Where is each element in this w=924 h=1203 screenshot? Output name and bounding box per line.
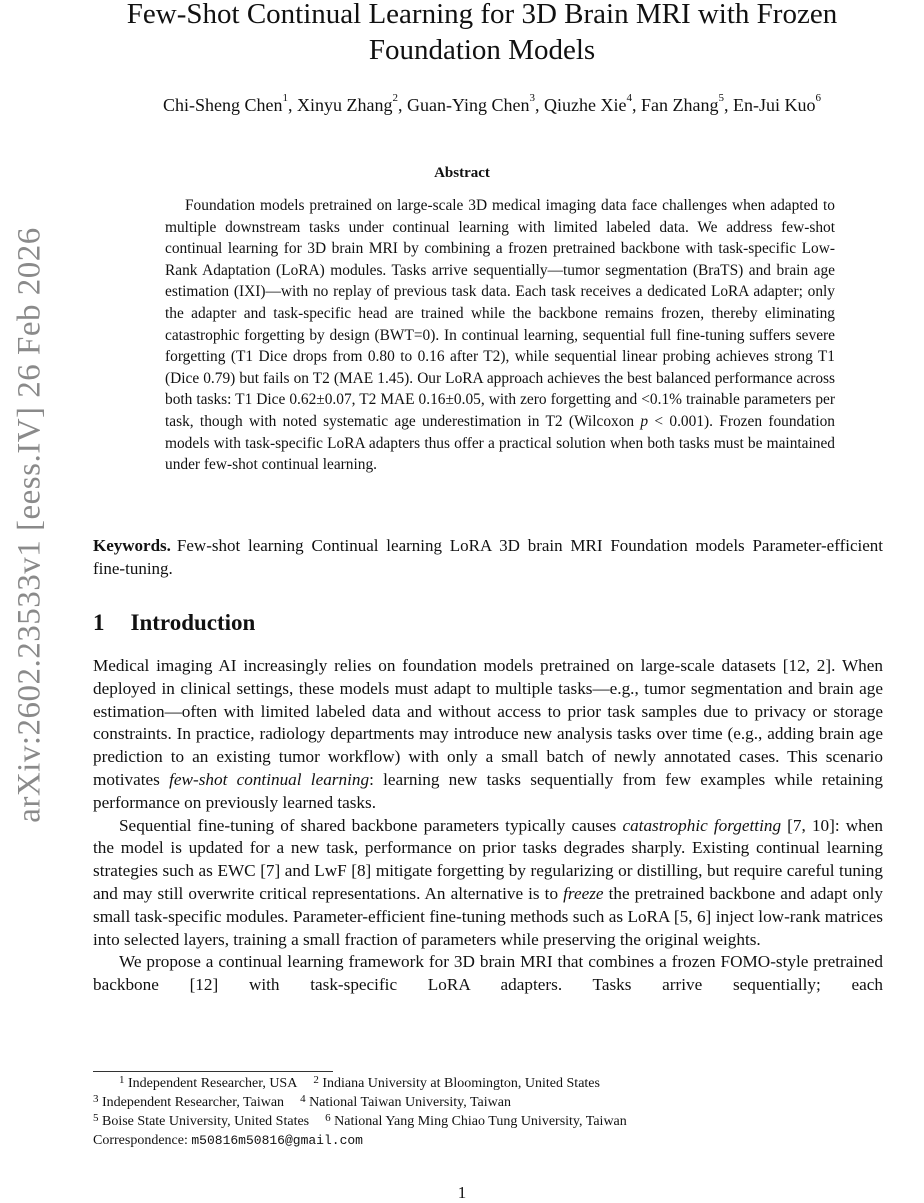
author-name: Qiuzhe Xie [544, 95, 627, 115]
footnote-text: Independent Researcher, USA [128, 1076, 298, 1091]
footnote-text: Independent Researcher, Taiwan [102, 1095, 285, 1110]
footnote-rule [93, 1071, 333, 1072]
paragraph-text: Medical imaging AI increasingly relies on foundation models pretrained on large-scale datasets [12, 2]. When deployed in clinical settings, these models must adapt to multiple tasks—e.g., tumor segmentation and brain age estimation—often with limited labeled data and without access to prior task samples due to privacy or storage constraints. In practice, radiology departments may introduce new analysis tasks over time (e.g., adding brain age prediction to an existing tumor workflow) with only a small batch of newly annotated cases. This scenario motivates [93, 656, 883, 789]
section-heading [93, 610, 255, 636]
intro-body [93, 655, 883, 997]
author-name: Guan-Ying Chen [407, 95, 530, 115]
footnote-text: National Yang Ming Chiao Tung University, Taiwan [334, 1114, 627, 1129]
paragraph-emphasis: catastrophic forgetting [622, 815, 782, 835]
affiliation-marker: 2 [392, 92, 399, 104]
footnote-marker: 6 [325, 1112, 331, 1124]
abstract-text: Foundation models pretrained on large-scale 3D medical imaging data face challenges when adapted to multiple downstream tasks under continual learning with limited labeled data. We address few-shot continual learning for 3D brain MRI by combining a frozen pretrained backbone with task-specific Low-Rank Adaptation (LoRA) modules. Tasks arrive sequentially—tumor segmentation (BraTS) and brain age estimation (IXI)—with no replay of previous task data. Each task receives a dedicated LoRA adapter; only the adapter and task-specific head are trained while the backbone remains frozen, thereby eliminating catastrophic forgetting by design (BWT=0). In continual learning, sequential full fine-tuning suffers severe forgetting (T1 Dice drops from 0.80 to 0.16 after T2), while sequential linear probing achieves strong T1 (Dice 0.79) but fails on T2 (MAE 1.45). Our LoRA approach achieves the best balanced performance across both tasks: T1 Dice 0.62±0.07, T2 MAE 0.16±0.05, with zero forgetting and <0.1% trainable parameters per task, though with noted systematic age underestimation in T2 (Wilcoxon [165, 197, 835, 430]
paragraph-text: [7, 10]: when the model is updated for a new task, performance on prior tasks degrades sharply. Existing continual learning strategies such as EWC [7] and LwF [8] mitigate forgetting by regularizing or distilling, but require careful tuning and may still overwrite critical representations. An alternative is to [93, 815, 883, 903]
keywords-label: Keywords. [93, 536, 171, 555]
paragraph-emphasis: few-shot continual learning [169, 769, 370, 789]
affiliation-marker: 5 [718, 92, 724, 104]
paragraph-emphasis: freeze [563, 883, 604, 903]
abstract-text-italic: p [640, 412, 649, 430]
author-name: Chi-Sheng Chen [163, 95, 283, 115]
keywords [93, 534, 883, 580]
paper-title: Few-Shot Continual Learning for 3D Brain MRI with Frozen Foundation Models [126, 0, 838, 66]
footnote-marker: 1 [119, 1074, 125, 1086]
author-list: Chi-Sheng Chen$^1$, Xinyu Zhang$^2$, Guan-Ying Chen$^3$, Qiuzhe Xie$^4$, Fan Zhang$^5$, En-Jui Kuo$^6$ [163, 92, 821, 115]
paragraph-text: Sequential fine-tuning of shared backbone parameters typically causes [119, 815, 623, 835]
footnote-marker: 4 [300, 1093, 306, 1105]
author-name: Fan Zhang [640, 95, 719, 115]
abstract-heading: Abstract [434, 165, 490, 181]
section-title: Introduction [130, 610, 256, 635]
affiliation-marker: 3 [529, 92, 535, 104]
page-number: 1 [457, 1183, 467, 1202]
correspondence-email[interactable]: m50816m50816@gmail.com [191, 1133, 363, 1148]
author-name: Xinyu Zhang [297, 95, 393, 115]
footnote-marker: 5 [93, 1112, 99, 1124]
affiliation-marker: 4 [626, 92, 632, 104]
paragraph [93, 655, 883, 815]
section-number: 1 [93, 610, 105, 635]
abstract-text: < 0.001). Frozen foundation models with task-specific LoRA adapters thus offer a practical solution when both tasks must be maintained under few-shot continual learning. [165, 412, 835, 474]
footnote-text: Indiana University at Bloomington, United States [322, 1076, 600, 1091]
paragraph-text: We propose a continual learning framework for 3D brain MRI that combines a frozen FOMO-style pretrained backbone [12] with task-specific LoRA adapters. Tasks arrive sequentially; each [93, 952, 883, 995]
footnotes [93, 1074, 627, 1150]
paragraph [93, 815, 883, 952]
abstract-body [165, 195, 835, 476]
correspondence-label: Correspondence: [93, 1133, 192, 1148]
affiliation-marker: 1 [282, 92, 289, 104]
paragraph-text: : learning new tasks sequentially from few examples while retaining performance on previously learned tasks. [93, 769, 883, 812]
arxiv-identifier-stamp: arXiv:2602.23533v1 [eess.IV] 26 Feb 2026 [11, 227, 48, 823]
keywords-text: Few-shot learning Continual learning LoRA 3D brain MRI Foundation models Parameter-efficient fine-tuning. [93, 536, 883, 578]
paragraph-text: the pretrained backbone and adapt only small task-specific modules. Parameter-efficient fine-tuning methods such as LoRA [5, 6] inject low-rank matrices into selected layers, training a small fraction of parameters while preserving the original weights. [93, 883, 883, 949]
footnote-marker: 2 [313, 1074, 319, 1086]
footnote-text: Boise State University, United States [102, 1114, 310, 1129]
footnote-marker: 3 [93, 1093, 99, 1105]
author-name: En-Jui Kuo [732, 95, 816, 115]
footnote-text: National Taiwan University, Taiwan [309, 1095, 511, 1110]
paragraph [93, 951, 883, 997]
affiliation-marker: 6 [815, 92, 821, 104]
